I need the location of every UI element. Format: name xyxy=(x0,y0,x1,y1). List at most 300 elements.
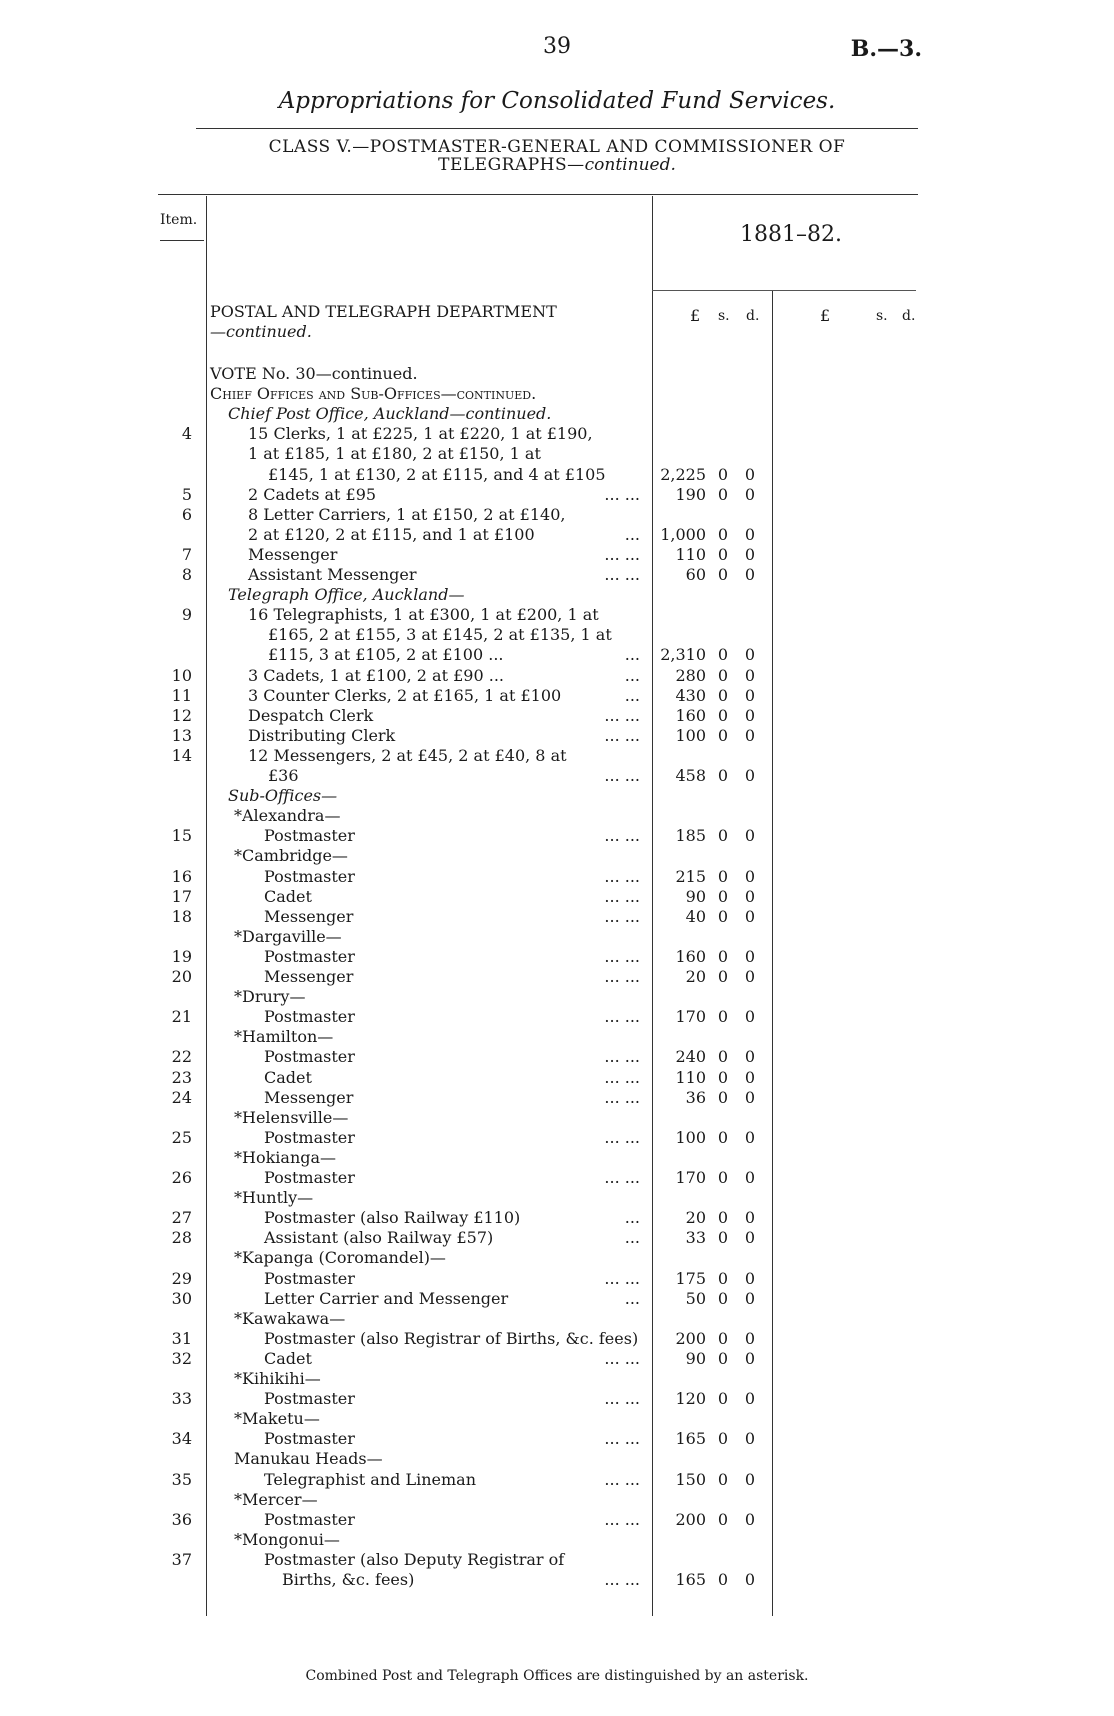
item-description: Cadet xyxy=(264,1348,312,1368)
amount-shillings: 0 xyxy=(717,1509,729,1529)
amount-shillings: 0 xyxy=(717,645,729,665)
amount-shillings: 0 xyxy=(717,886,729,906)
leader-dots: ... ... xyxy=(604,766,640,785)
amount-pounds: 170 xyxy=(675,1007,706,1027)
item-description: Messenger xyxy=(264,967,354,986)
item-description: Postmaster xyxy=(264,1268,355,1288)
item-number: 6 xyxy=(181,504,192,524)
item-number: 9 xyxy=(181,605,192,625)
amount-pence: 0 xyxy=(744,484,756,504)
leader-dots: ... ... xyxy=(604,826,640,846)
table-row xyxy=(0,565,1114,585)
item-description: Postmaster xyxy=(264,826,355,846)
table-row xyxy=(0,1088,1114,1108)
leader-dots: ... xyxy=(624,685,640,705)
table-row xyxy=(0,485,1114,505)
table-row xyxy=(0,846,1114,866)
item-number: 32 xyxy=(171,1348,192,1368)
item-number: 25 xyxy=(171,1127,192,1147)
item-number: 16 xyxy=(171,866,192,886)
amount-pence: 0 xyxy=(744,1127,756,1147)
table-row xyxy=(0,1108,1114,1128)
leader-dots: ... ... xyxy=(604,565,640,584)
item-number: 29 xyxy=(171,1268,192,1288)
item-description: Cadet xyxy=(264,886,312,906)
amount-pence: 0 xyxy=(744,1067,756,1087)
leader-dots: ... xyxy=(624,1208,640,1228)
amount-pounds: 200 xyxy=(675,1509,706,1529)
class-heading-line1: CLASS V.—POSTMASTER-GENERAL AND COMMISSIONER OF xyxy=(268,137,846,157)
item-number: 20 xyxy=(171,967,192,986)
amount-shillings: 0 xyxy=(717,826,729,846)
amount-pence: 0 xyxy=(744,665,756,685)
table-row xyxy=(0,1047,1114,1067)
amount-pounds: 100 xyxy=(675,1127,706,1147)
table-row xyxy=(0,605,1114,625)
footnote: Combined Post and Telegraph Offices are distinguished by an asterisk. xyxy=(305,1668,809,1684)
item-description: 15 Clerks, 1 at £225, 1 at £220, 1 at £190, xyxy=(248,424,593,444)
amount-shillings: 0 xyxy=(717,544,729,564)
table-row xyxy=(0,1148,1114,1168)
amount-shillings: 0 xyxy=(717,1328,729,1348)
item-description: Postmaster (also Railway £110) xyxy=(264,1208,521,1228)
amount-pounds: 215 xyxy=(675,866,706,886)
amount-pounds: 430 xyxy=(675,685,706,705)
item-number: 11 xyxy=(171,685,192,705)
amount-pence: 0 xyxy=(744,1007,756,1027)
table-row xyxy=(0,1449,1114,1469)
table-row xyxy=(0,1329,1114,1349)
leader-dots: ... ... xyxy=(604,1168,640,1187)
amount-pounds: 120 xyxy=(675,1389,706,1409)
amount-shillings: 0 xyxy=(717,665,729,685)
amount-pence: 0 xyxy=(744,886,756,906)
year-header-rule xyxy=(652,290,916,291)
amount-pounds: 175 xyxy=(675,1268,706,1288)
pence-header: d. xyxy=(746,308,760,324)
item-number: 18 xyxy=(171,906,192,926)
table-row xyxy=(0,1490,1114,1510)
item-description: Cadet xyxy=(264,1067,312,1087)
shilling-header: s. xyxy=(718,308,730,324)
amount-pounds: 20 xyxy=(685,1208,706,1228)
amount-shillings: 0 xyxy=(717,1007,729,1027)
amount-pence: 0 xyxy=(744,1348,756,1368)
item-number: 8 xyxy=(181,565,192,584)
item-description: Postmaster xyxy=(264,1127,355,1147)
item-description: Sub-Offices— xyxy=(228,786,338,806)
item-number: 27 xyxy=(171,1208,192,1228)
amount-shillings: 0 xyxy=(717,565,729,584)
table-row xyxy=(0,1409,1114,1429)
item-description: 8 Letter Carriers, 1 at £150, 2 at £140, xyxy=(248,504,566,524)
leader-dots: ... ... xyxy=(604,886,640,906)
amount-pence: 0 xyxy=(744,1228,756,1248)
amount-pounds: 240 xyxy=(675,1047,706,1067)
table-row xyxy=(0,1289,1114,1309)
leader-dots: ... xyxy=(624,1288,640,1308)
leader-dots: ... xyxy=(624,645,640,665)
table-row xyxy=(0,585,1114,605)
table-row xyxy=(0,666,1114,686)
table-row xyxy=(0,424,1114,444)
table-row xyxy=(0,1369,1114,1389)
amount-pence: 0 xyxy=(744,1268,756,1288)
amount-shillings: 0 xyxy=(717,1168,729,1187)
leader-dots: ... ... xyxy=(604,1389,640,1409)
leader-dots: ... ... xyxy=(604,1348,640,1368)
table-row xyxy=(0,806,1114,826)
item-description: 3 Counter Clerks, 2 at £165, 1 at £100 xyxy=(248,685,562,705)
item-description: Telegraph Office, Auckland— xyxy=(228,585,465,605)
amount-pence: 0 xyxy=(744,1288,756,1308)
item-description: 16 Telegraphists, 1 at £300, 1 at £200, 1 at xyxy=(248,605,599,625)
amount-pounds: 20 xyxy=(685,967,706,986)
item-description: *Mercer— xyxy=(234,1489,318,1509)
item-description: Postmaster xyxy=(264,1047,355,1067)
table-row xyxy=(0,525,1114,545)
table-row xyxy=(0,1269,1114,1289)
table-row xyxy=(0,364,1114,384)
leader-dots: ... ... xyxy=(604,1268,640,1288)
item-number: 12 xyxy=(171,705,192,725)
item-description: *Maketu— xyxy=(234,1409,320,1429)
table-row xyxy=(0,1248,1114,1268)
table-row xyxy=(0,1530,1114,1550)
item-number: 31 xyxy=(171,1328,192,1348)
item-number: 33 xyxy=(171,1389,192,1409)
class-heading-line2: TELEGRAPHS— xyxy=(438,155,585,175)
amount-pence: 0 xyxy=(744,1509,756,1529)
department-name: POSTAL AND TELEGRAPH DEPARTMENT xyxy=(210,302,557,321)
leader-dots: ... ... xyxy=(604,1509,640,1529)
item-description: Postmaster xyxy=(264,1429,355,1449)
amount-shillings: 0 xyxy=(717,705,729,725)
item-description: Messenger xyxy=(264,906,354,926)
item-description: £115, 3 at £105, 2 at £100 ... xyxy=(268,645,504,665)
table-row xyxy=(0,706,1114,726)
amount-shillings: 0 xyxy=(717,685,729,705)
amount-pence: 0 xyxy=(744,524,756,544)
amount-pounds: 110 xyxy=(675,544,706,564)
table-row xyxy=(0,887,1114,907)
amount-pence: 0 xyxy=(744,725,756,745)
amount-pence: 0 xyxy=(744,866,756,886)
item-number: 10 xyxy=(171,665,192,685)
amount-pence: 0 xyxy=(744,967,756,986)
amount-pounds: 165 xyxy=(675,1570,706,1589)
amount-pence: 0 xyxy=(744,766,756,785)
leader-dots: ... ... xyxy=(604,725,640,745)
amount-pence: 0 xyxy=(744,1208,756,1228)
table-row xyxy=(0,1168,1114,1188)
table-row xyxy=(0,786,1114,806)
leader-dots: ... ... xyxy=(604,1127,640,1147)
page-title: Appropriations for Consolidated Fund Services. xyxy=(278,88,836,114)
item-number: 14 xyxy=(171,745,192,765)
amount-pounds: 160 xyxy=(675,705,706,725)
item-number: 15 xyxy=(171,826,192,846)
department-continued: —continued. xyxy=(210,322,312,341)
item-description: *Cambridge— xyxy=(234,846,348,866)
table-row xyxy=(0,1068,1114,1088)
item-number: 35 xyxy=(171,1469,192,1489)
amount-pounds: 170 xyxy=(675,1168,706,1187)
title-rule xyxy=(196,128,918,129)
item-number: 30 xyxy=(171,1288,192,1308)
item-description: Postmaster xyxy=(264,1509,355,1529)
table-row xyxy=(0,505,1114,525)
table-row xyxy=(0,444,1114,464)
item-number: 23 xyxy=(171,1067,192,1087)
item-description: Postmaster (also Deputy Registrar of xyxy=(264,1549,565,1569)
leader-dots: ... ... xyxy=(604,1067,640,1087)
table-row xyxy=(0,404,1114,424)
amount-pounds: 90 xyxy=(685,886,706,906)
amount-pounds: 458 xyxy=(675,766,706,785)
leader-dots: ... ... xyxy=(604,1570,640,1589)
table-row xyxy=(0,686,1114,706)
class-heading-continued: continued. xyxy=(584,155,676,175)
item-description: Letter Carrier and Messenger xyxy=(264,1288,509,1308)
item-number: 13 xyxy=(171,725,192,745)
amount-pence: 0 xyxy=(744,544,756,564)
table-row xyxy=(0,384,1114,404)
amount-shillings: 0 xyxy=(717,1429,729,1449)
pence-header-total: d. xyxy=(902,308,916,324)
table-row xyxy=(0,1309,1114,1329)
table-row xyxy=(0,1550,1114,1570)
table-row xyxy=(0,826,1114,846)
item-description: *Drury— xyxy=(234,987,306,1007)
table-row xyxy=(0,907,1114,927)
pound-header-total: £ xyxy=(820,306,831,325)
leader-dots: ... xyxy=(624,1228,640,1248)
amount-pounds: 2,310 xyxy=(660,645,706,665)
table-row xyxy=(0,987,1114,1007)
amount-shillings: 0 xyxy=(717,524,729,544)
amount-pence: 0 xyxy=(744,1389,756,1409)
table-row xyxy=(0,766,1114,786)
pound-header: £ xyxy=(690,306,701,325)
table-row xyxy=(0,1007,1114,1027)
table-row xyxy=(0,1208,1114,1228)
item-description: Postmaster xyxy=(264,866,355,886)
item-description: Postmaster (also Registrar of Births, &c. fees) xyxy=(264,1328,639,1348)
amount-pence: 0 xyxy=(744,1469,756,1489)
item-number: 34 xyxy=(171,1429,192,1449)
table-row xyxy=(0,947,1114,967)
item-number: 28 xyxy=(171,1228,192,1248)
amount-shillings: 0 xyxy=(717,1288,729,1308)
item-column-header: Item. xyxy=(160,212,198,228)
amount-pence: 0 xyxy=(744,1087,756,1107)
document-reference: B.—3. xyxy=(850,36,922,62)
amount-pounds: 40 xyxy=(685,906,706,926)
item-description: Messenger xyxy=(264,1087,354,1107)
amount-pounds: 33 xyxy=(685,1228,706,1248)
amount-pounds: 1,000 xyxy=(660,524,706,544)
table-row xyxy=(0,967,1114,987)
item-description: Messenger xyxy=(248,544,338,564)
amount-pounds: 90 xyxy=(685,1348,706,1368)
leader-dots: ... xyxy=(624,524,640,544)
table-row xyxy=(0,465,1114,485)
amount-pounds: 185 xyxy=(675,826,706,846)
amount-pence: 0 xyxy=(744,906,756,926)
table-row xyxy=(0,1570,1114,1590)
amount-shillings: 0 xyxy=(717,1570,729,1589)
table-row xyxy=(0,746,1114,766)
amount-pounds: 110 xyxy=(675,1067,706,1087)
item-description: *Kawakawa— xyxy=(234,1308,346,1328)
table-row xyxy=(0,927,1114,947)
amount-pounds: 50 xyxy=(685,1288,706,1308)
amount-pence: 0 xyxy=(744,1570,756,1589)
leader-dots: ... ... xyxy=(604,1429,640,1449)
page-number: 39 xyxy=(543,34,571,59)
amount-pounds: 165 xyxy=(675,1429,706,1449)
table-row xyxy=(0,726,1114,746)
item-description: 1 at £185, 1 at £180, 2 at £150, 1 at xyxy=(248,444,541,464)
amount-shillings: 0 xyxy=(717,906,729,926)
item-description: 2 at £120, 2 at £115, and 1 at £100 xyxy=(248,524,535,544)
item-description: Distributing Clerk xyxy=(248,725,396,745)
item-number: 24 xyxy=(171,1087,192,1107)
leader-dots: ... ... xyxy=(604,906,640,926)
item-description: £145, 1 at £130, 2 at £115, and 4 at £105 xyxy=(268,464,606,484)
item-number: 21 xyxy=(171,1007,192,1027)
shilling-header-total: s. xyxy=(876,308,888,324)
leader-dots: ... ... xyxy=(604,946,640,966)
amount-pounds: 160 xyxy=(675,946,706,966)
item-description: Telegraphist and Lineman xyxy=(264,1469,477,1489)
amount-shillings: 0 xyxy=(717,1067,729,1087)
item-description: 12 Messengers, 2 at £45, 2 at £40, 8 at xyxy=(248,745,567,765)
item-description: *Kihikihi— xyxy=(234,1369,321,1388)
item-description: Assistant (also Railway £57) xyxy=(264,1228,494,1248)
table-row xyxy=(0,1128,1114,1148)
item-description: *Hamilton— xyxy=(234,1027,334,1047)
leader-dots: ... ... xyxy=(604,866,640,886)
item-description: *Huntly— xyxy=(234,1188,314,1208)
item-number: 5 xyxy=(181,484,192,504)
table-row xyxy=(0,1349,1114,1369)
amount-shillings: 0 xyxy=(717,1348,729,1368)
item-description: Births, &c. fees) xyxy=(282,1570,415,1589)
amount-pence: 0 xyxy=(744,946,756,966)
item-description: *Mongonui— xyxy=(234,1529,340,1549)
table-row xyxy=(0,1470,1114,1490)
amount-pence: 0 xyxy=(744,1429,756,1449)
item-number: 37 xyxy=(171,1549,192,1569)
amount-pounds: 150 xyxy=(675,1469,706,1489)
table-row xyxy=(0,1429,1114,1449)
amount-pounds: 100 xyxy=(675,725,706,745)
table-row xyxy=(0,625,1114,645)
amount-pence: 0 xyxy=(744,1168,756,1187)
amount-pounds: 60 xyxy=(685,565,706,584)
year-header: 1881–82. xyxy=(740,222,842,247)
amount-shillings: 0 xyxy=(717,1047,729,1067)
table-row xyxy=(0,1188,1114,1208)
amount-shillings: 0 xyxy=(717,1087,729,1107)
amount-shillings: 0 xyxy=(717,1268,729,1288)
item-description: VOTE No. 30—continued. xyxy=(210,364,418,383)
item-description: £36 xyxy=(268,766,299,785)
amount-shillings: 0 xyxy=(717,1469,729,1489)
item-description: Postmaster xyxy=(264,1168,355,1187)
leader-dots: ... ... xyxy=(604,1007,640,1027)
item-number: 17 xyxy=(171,886,192,906)
table-row xyxy=(0,1228,1114,1248)
amount-pence: 0 xyxy=(744,565,756,584)
table-row xyxy=(0,645,1114,665)
item-description: *Hokianga— xyxy=(234,1147,337,1167)
amount-shillings: 0 xyxy=(717,484,729,504)
table-top-rule xyxy=(158,194,918,195)
amount-pounds: 190 xyxy=(675,484,706,504)
amount-pounds: 36 xyxy=(685,1087,706,1107)
leader-dots: ... ... xyxy=(604,967,640,986)
amount-pence: 0 xyxy=(744,464,756,484)
department-heading xyxy=(210,302,557,342)
item-description: Chief Offices and Sub-Offices—continued. xyxy=(210,384,537,404)
item-description: Assistant Messenger xyxy=(248,565,417,584)
amount-pounds: 2,225 xyxy=(660,464,706,484)
item-description: Postmaster xyxy=(264,1007,355,1027)
amount-pence: 0 xyxy=(744,685,756,705)
item-description: Chief Post Office, Auckland—continued. xyxy=(228,404,552,424)
amount-shillings: 0 xyxy=(717,967,729,986)
amount-shillings: 0 xyxy=(717,725,729,745)
leader-dots: ... ... xyxy=(604,484,640,504)
leader-dots: ... ... xyxy=(604,544,640,564)
amount-shillings: 0 xyxy=(717,1228,729,1248)
item-description: *Dargaville— xyxy=(234,926,342,946)
item-header-underline xyxy=(160,240,204,241)
leader-dots: ... xyxy=(624,665,640,685)
table-row xyxy=(0,867,1114,887)
item-description: *Alexandra— xyxy=(234,806,341,826)
item-description: *Helensville— xyxy=(234,1107,349,1127)
item-description: Despatch Clerk xyxy=(248,705,374,725)
amount-shillings: 0 xyxy=(717,1389,729,1409)
item-description: Manukau Heads— xyxy=(234,1449,383,1469)
item-description: 3 Cadets, 1 at £100, 2 at £90 ... xyxy=(248,665,504,685)
item-number: 19 xyxy=(171,946,192,966)
leader-dots: ... ... xyxy=(604,1087,640,1107)
amount-shillings: 0 xyxy=(717,946,729,966)
amount-pence: 0 xyxy=(744,1047,756,1067)
amount-shillings: 0 xyxy=(717,464,729,484)
table-row xyxy=(0,545,1114,565)
amount-shillings: 0 xyxy=(717,766,729,785)
amount-pence: 0 xyxy=(744,645,756,665)
item-number: 26 xyxy=(171,1168,192,1187)
item-number: 22 xyxy=(171,1047,192,1067)
item-number: 4 xyxy=(181,424,192,444)
amount-shillings: 0 xyxy=(717,866,729,886)
leader-dots: ... ... xyxy=(604,1469,640,1489)
table-row xyxy=(0,1510,1114,1530)
leader-dots: ... ... xyxy=(604,1047,640,1067)
item-number: 7 xyxy=(181,544,192,564)
item-description: Postmaster xyxy=(264,1389,355,1409)
amount-pounds: 280 xyxy=(675,665,706,685)
class-heading xyxy=(0,138,1114,174)
amount-pence: 0 xyxy=(744,1328,756,1348)
